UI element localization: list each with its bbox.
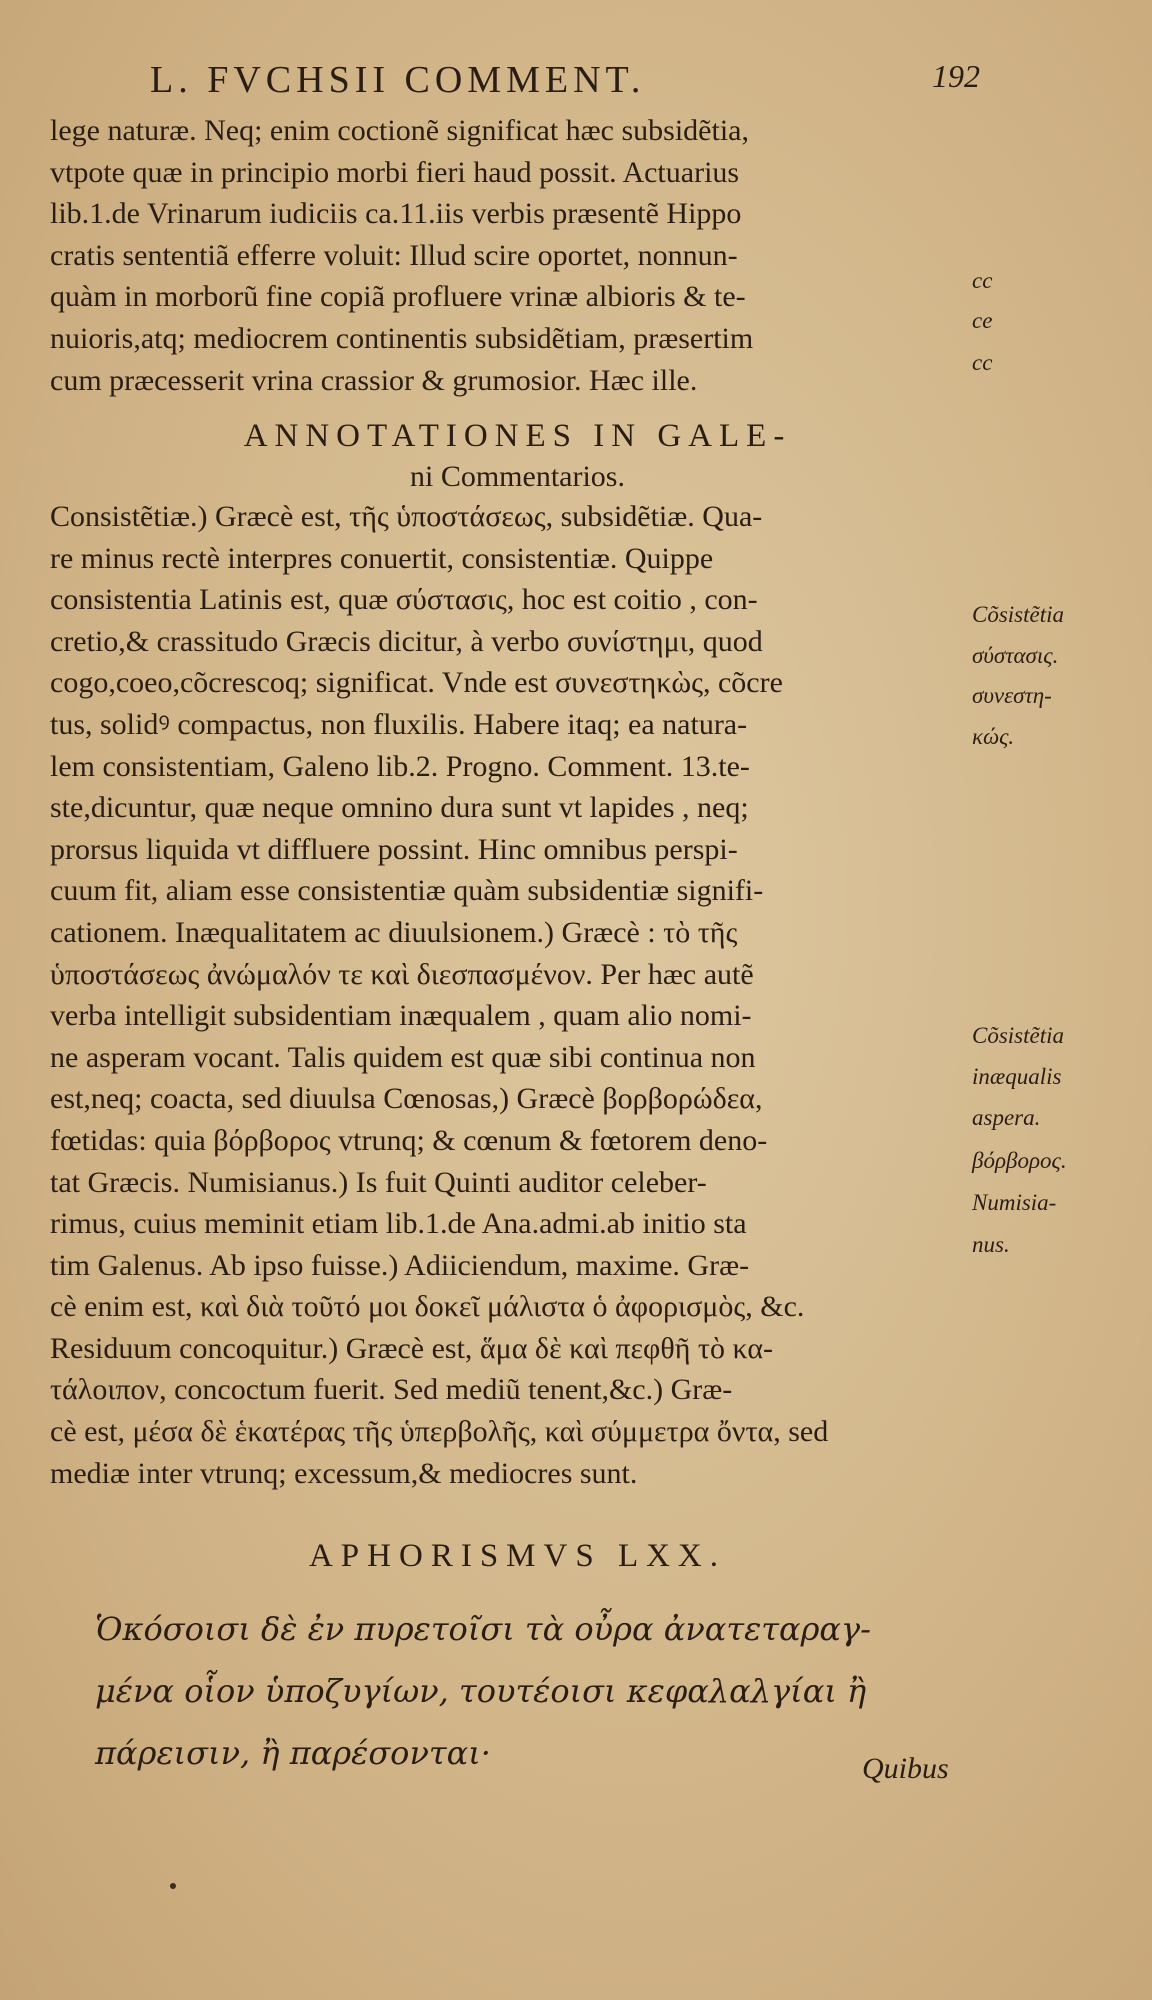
text-line: lib.1.de Vrinarum iudiciis ca.11.iis verbis præsentẽ Hippo bbox=[50, 197, 742, 231]
text-line: nuioris,atq; mediocrem continentis subsidẽtiam, præsertim bbox=[50, 321, 754, 355]
margin-note-numisianus: Numisia- bbox=[972, 1190, 1057, 1215]
greek-line: πάρεισιν, ἢ παρέσονται· bbox=[95, 1734, 491, 1772]
page-number: 192 bbox=[932, 58, 980, 94]
quote-mark: cc bbox=[972, 350, 993, 375]
margin-note-inaequalis: aspera. bbox=[972, 1105, 1041, 1130]
margin-note-inaequalis: inæqualis bbox=[972, 1064, 1062, 1089]
text-line: fœtidas: quia βόρβορος vtrunq; & cœnum & fœtorem deno- bbox=[50, 1123, 768, 1157]
text-line: cretio,& crassitudo Græcis dicitur, à verbo συνίστημι, quod bbox=[50, 624, 763, 658]
commentary-paragraph bbox=[50, 110, 985, 401]
text-line: tus, solidꝰ compactus, non fluxilis. Habere itaq; ea natura- bbox=[50, 707, 748, 741]
text-line: mediæ inter vtrunq; excessum,& mediocres sunt. bbox=[50, 1456, 638, 1490]
text-line: ὑποστάσεως ἀνώμαλόν τε καὶ διεσπασμένον. Per hæc autẽ bbox=[50, 957, 754, 991]
text-line: cè est, μέσα δὲ ἑκατέρας τῆς ὑπερβολῆς, καὶ σύμμετρα ὄντα, sed bbox=[50, 1415, 829, 1449]
annotations-subheading: ni Commentarios. bbox=[410, 460, 625, 493]
margin-note-consistentia: κώς. bbox=[972, 724, 1015, 749]
ink-speck bbox=[170, 1883, 176, 1889]
text-line: prorsus liquida vt diffluere possint. Hinc omnibus perspi- bbox=[50, 832, 738, 866]
text-line: lege naturæ. Neq; enim coctionẽ significat hæc subsidẽtia, bbox=[50, 114, 749, 147]
text-line: cum præcesserit vrina crassior & grumosior. Hæc ille. bbox=[50, 363, 698, 397]
text-line: tim Galenus. Ab ipso fuisse.) Adiiciendum, maxime. Græ- bbox=[50, 1248, 750, 1282]
page-header bbox=[150, 58, 980, 108]
text-line: cratis sententiã efferre voluit: Illud scire oportet, nonnun- bbox=[50, 238, 738, 272]
margin-note-inaequalis: Cõsistẽtia bbox=[972, 1023, 1065, 1048]
annotations-paragraph bbox=[50, 496, 985, 1494]
margin-note-consistentia: συνεστη- bbox=[972, 683, 1052, 708]
quote-mark: ce bbox=[972, 308, 993, 333]
text-line: cogo,coeo,cõcrescoq; significat. Vnde est συνεστηκὼς, cõcre bbox=[50, 666, 783, 700]
text-line: ste,dicuntur, quæ neque omnino dura sunt vt lapides , neq; bbox=[50, 791, 749, 825]
text-line: re minus rectè interpres conuertit, consistentiæ. Quippe bbox=[50, 541, 714, 575]
text-line: cuum fit, aliam esse consistentiæ quàm subsidentiæ signifi- bbox=[50, 874, 764, 908]
greek-line: Ὁκόσοισι δὲ ἐν πυρετοῖσι τὰ οὖρα ἀνατεταραγ- bbox=[95, 1610, 871, 1648]
text-line: ne asperam vocant. Talis quidem est quæ sibi continua non bbox=[50, 1040, 756, 1074]
text-line: Consistẽtiæ.) Græcè est, τῆς ὑποστάσεως, subsidẽtiæ. Qua- bbox=[50, 500, 763, 533]
margin-note-borboros: βόρβορος. bbox=[972, 1148, 1067, 1173]
text-line: consistentia Latinis est, quæ σύστασις, hoc est coitio , con- bbox=[50, 583, 758, 617]
text-line: Residuum concoquitur.) Græcè est, ἅμα δὲ καὶ πεφθῆ τὸ κα- bbox=[50, 1331, 774, 1365]
annotations-heading: ANNOTATIONES IN GALE- bbox=[243, 418, 792, 454]
text-line: tat Græcis. Numisianus.) Is fuit Quinti auditor celeber- bbox=[50, 1165, 707, 1199]
text-line: lem consistentiam, Galeno lib.2. Progno. Comment. 13.te- bbox=[50, 749, 750, 783]
quote-mark: cc bbox=[972, 268, 993, 293]
text-line: vtpote quæ in principio morbi fieri haud possit. Actuarius bbox=[50, 155, 740, 189]
greek-aphorism bbox=[95, 1598, 985, 1784]
text-line: τάλοιπον, concoctum fuerit. Sed mediũ tenent,&c.) Græ- bbox=[50, 1373, 733, 1407]
aphorism-heading: APHORISMVS LXX. bbox=[308, 1538, 727, 1574]
greek-line: μένα οἷον ὑποζυγίων, τουτέοισι κεφαλαλγίαι ἢ bbox=[95, 1672, 867, 1710]
text-line: rimus, cuius meminit etiam lib.1.de Ana.admi.ab initio sta bbox=[50, 1207, 747, 1241]
margin-note-consistentia: Cõsistẽtia bbox=[972, 602, 1065, 627]
catchword: Quibus bbox=[862, 1752, 949, 1785]
margin-note-consistentia: σύστασις. bbox=[972, 643, 1059, 668]
text-line: cationem. Inæqualitatem ac diuulsionem.) Græcè : τὸ τῆς bbox=[50, 915, 738, 949]
text-line: verba intelligit subsidentiam inæqualem , quam alio nomi- bbox=[50, 999, 752, 1033]
text-line: quàm in morborũ fine copiã profluere vrinæ albioris & te- bbox=[50, 280, 746, 314]
running-head: L. FVCHSII COMMENT. bbox=[150, 59, 646, 101]
text-line: cè enim est, καὶ διὰ τοῦτό μοι δοκεῖ μάλιστα ὁ ἀφορισμὸς, &c. bbox=[50, 1290, 805, 1324]
text-line: est,neq; coacta, sed diuulsa Cœnosas,) Græcè βορβορώδεα, bbox=[50, 1082, 763, 1116]
margin-note-numisianus: nus. bbox=[972, 1232, 1010, 1257]
